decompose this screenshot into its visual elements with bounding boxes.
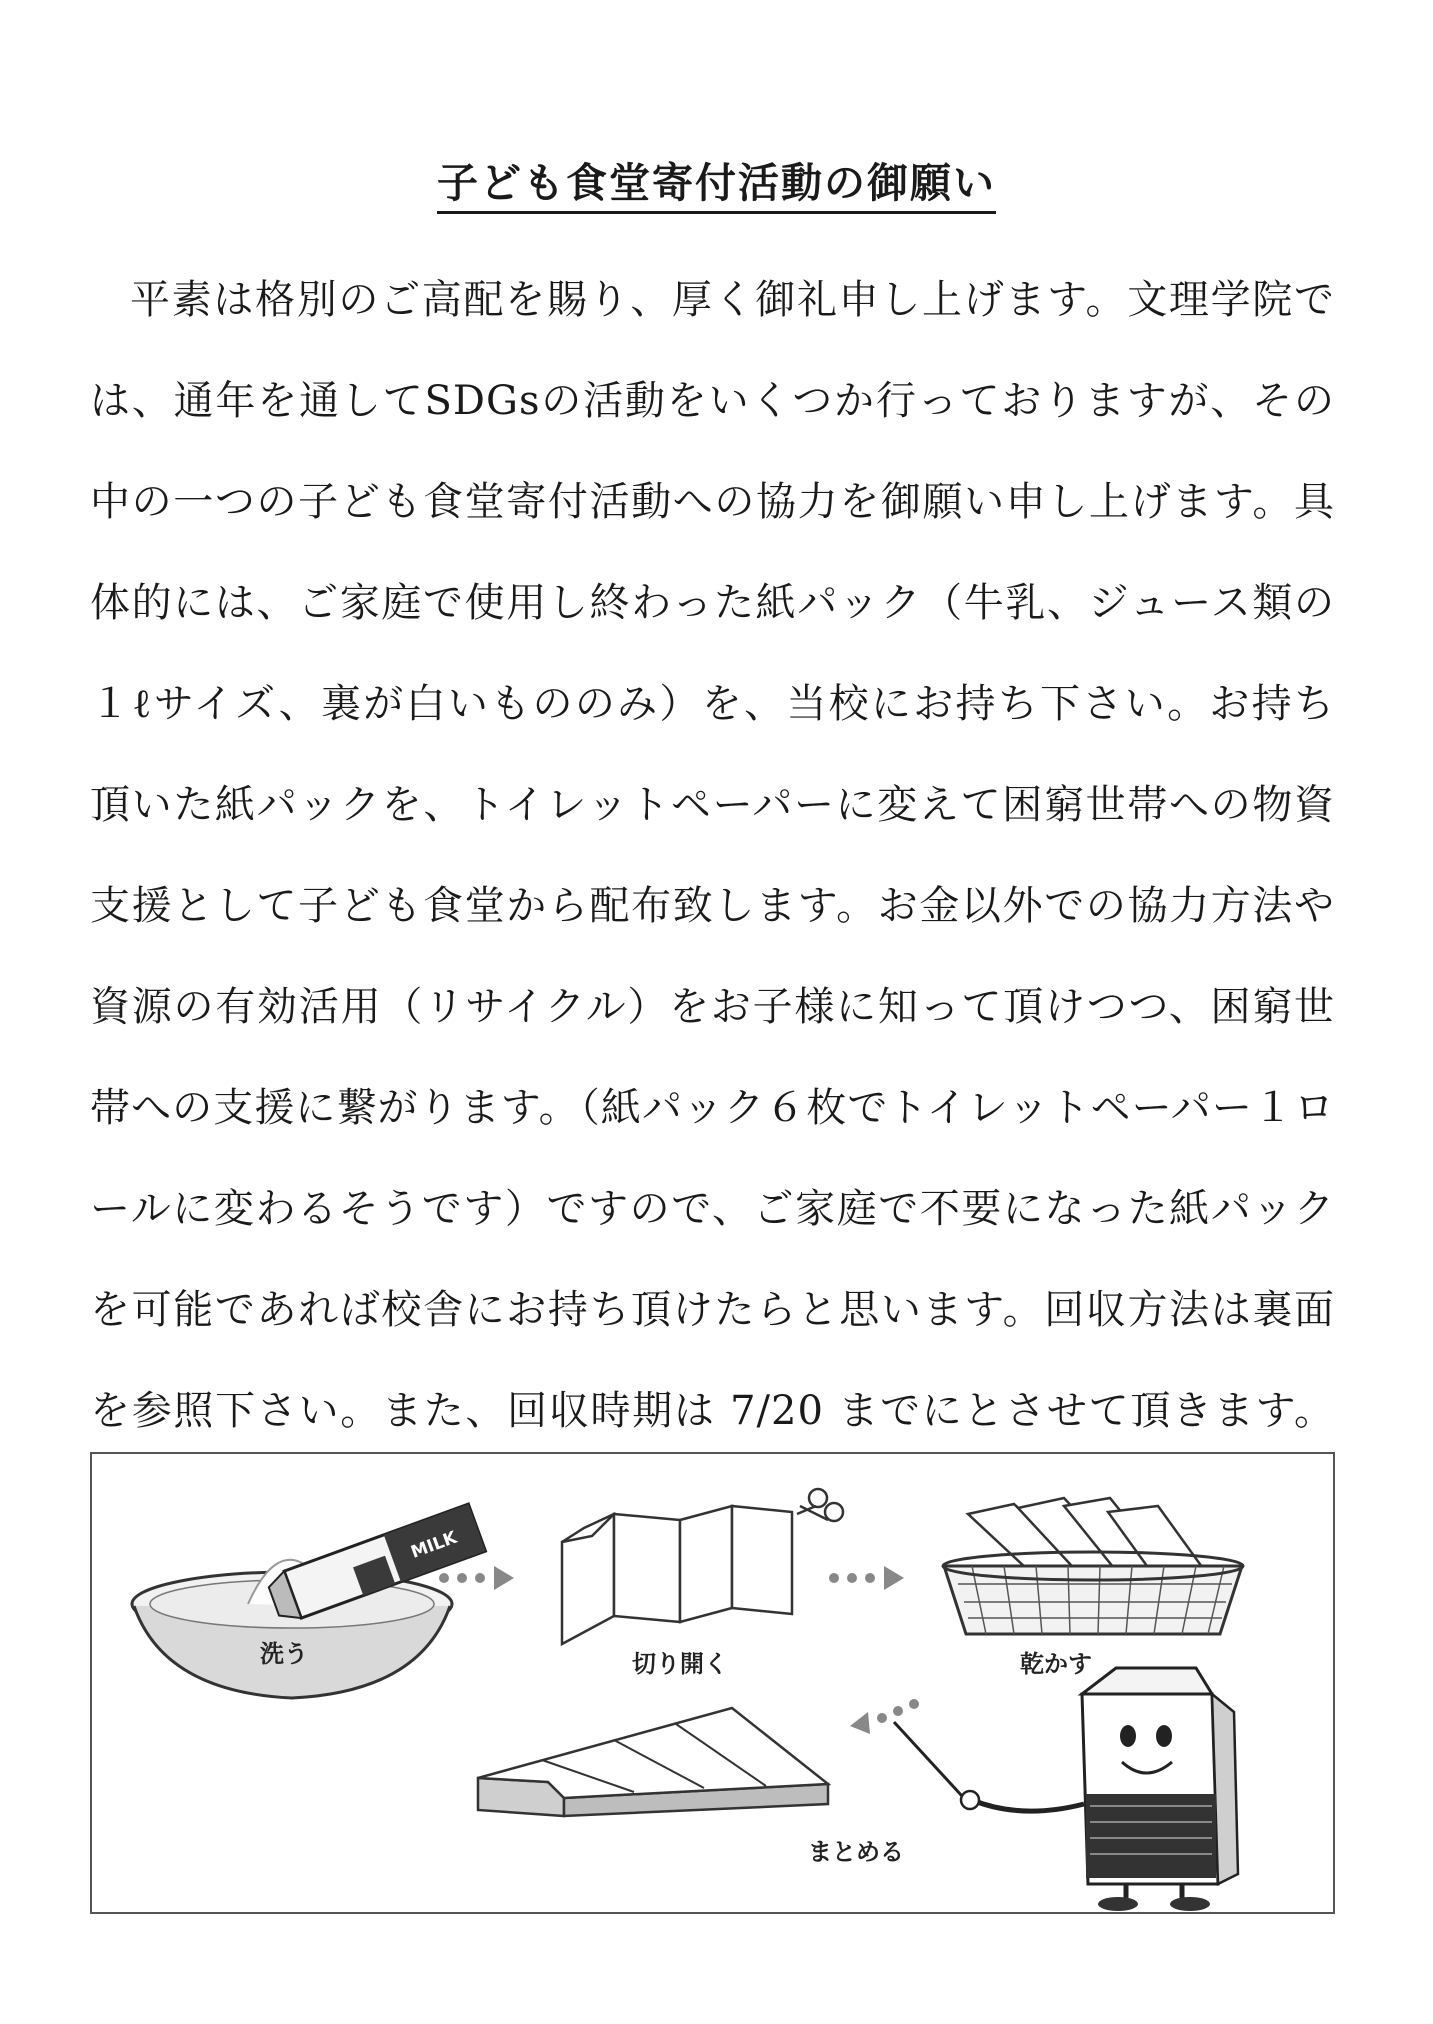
scissors-icon xyxy=(797,1489,843,1521)
recycling-steps-illustration xyxy=(90,1452,1335,1914)
cut-open-step-label: 切り開く xyxy=(632,1650,728,1678)
dry-step-label: 乾かす xyxy=(1020,1650,1092,1678)
page-title-text: 子ども食堂寄付活動の御願い xyxy=(437,159,996,214)
dry-step xyxy=(943,1498,1243,1678)
wash-step-label: 洗う xyxy=(260,1640,308,1668)
wash-step xyxy=(132,1504,485,1698)
pointer-stick xyxy=(894,1722,962,1796)
recycling-steps-drawing xyxy=(92,1454,1333,1912)
milk-carton-text: MILK xyxy=(408,1527,460,1563)
cut-open-carton xyxy=(562,1506,792,1644)
bundle-step xyxy=(478,1708,904,1866)
arrow-dry-to-bundle xyxy=(850,1699,919,1734)
body-paragraph: 平素は格別のご高配を賜り、厚く御礼申し上げます。文理学院では、通年を通してSDGsの活動をいくつか行っておりますが、その中の一つの子ども食堂寄付活動への協力を御願い申し上げます。具体的には、ご家庭で使用し終わった紙パック（牛乳、ジュース類の１ℓサイズ、裏が白いもののみ）を、当校にお持ち下さい。お持ち頂いた紙パックを、トイレットペーパーに変えて困窮世帯への物資支援として子ども食堂から配布致します。お金以外での協力方法や資源の有効活用（リサイクル）をお子様に知って頂けつつ、困窮世帯への支援に繋がります。（紙パック６枚でトイレットペーパー１ロールに変わるそうです）ですので、ご家庭で不要になった紙パックを可能であれば校舎にお持ち頂けたらと思います。回収方法は裏面を参照下さい。また、回収時期は 7/20 までにとさせて頂きます。 xyxy=(90,277,1335,1434)
bundle-step-label: まとめる xyxy=(808,1838,904,1866)
cut-open-step xyxy=(562,1489,843,1678)
bundled-cartons xyxy=(478,1708,828,1816)
arrow-wash-to-cut xyxy=(439,1566,514,1590)
page-title xyxy=(0,150,1433,209)
milk-carton-mascot xyxy=(894,1668,1238,1911)
arrow-cut-to-dry xyxy=(829,1566,904,1590)
